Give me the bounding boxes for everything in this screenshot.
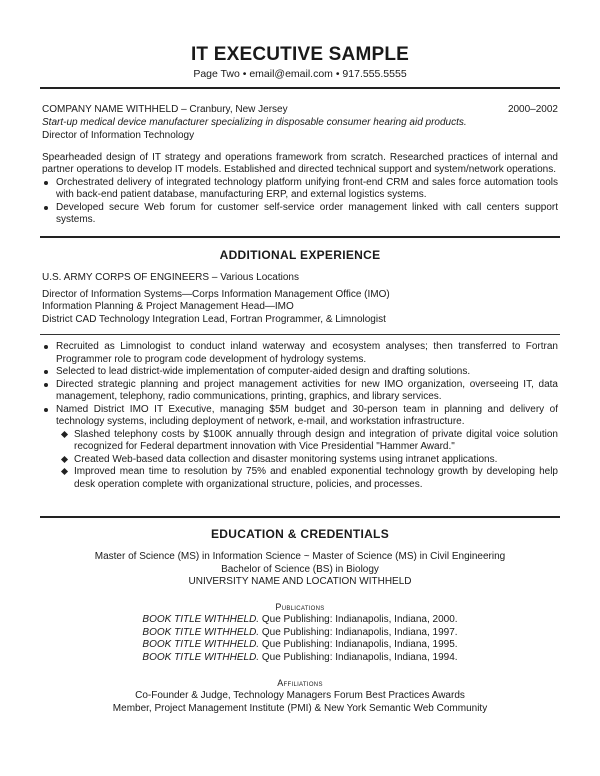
org-role: District CAD Technology Integration Lead, Fortran Programmer, & Limnologist xyxy=(42,313,386,325)
subsection-divider xyxy=(40,334,560,335)
job-company-row xyxy=(42,104,558,117)
contact-line: Page Two • email@email.com • 917.555.5555 xyxy=(193,68,407,80)
list-item: Slashed telephony costs by $100K annually through design and integration of private digital voice solution recognized for Federal department innovation with Vice Presidential "Hammer Award." xyxy=(60,429,558,454)
section-heading-education: EDUCATION & CREDENTIALS xyxy=(210,527,389,541)
degree-line: Master of Science (MS) in Information Science ~ Master of Science (MS) in Civil Engineering xyxy=(94,551,506,562)
additional-experience xyxy=(42,272,558,326)
list-item: Recruited as Limnologist to conduct inland waterway and ecosystem analyses; then transferred to Fortran Programmer role to program code development of hydrology systems. xyxy=(42,341,558,366)
list-item xyxy=(0,614,600,627)
university-name: UNIVERSITY NAME AND LOCATION WITHHELD xyxy=(188,576,412,587)
section-divider xyxy=(40,236,560,238)
list-item xyxy=(0,627,600,640)
job-description: Start-up medical device manufacturer specializing in disposable consumer hearing aid products. xyxy=(42,116,467,128)
org-role: Information Planning & Project Management Head—IMO xyxy=(42,301,294,312)
list-item xyxy=(0,652,600,665)
degree-line: Bachelor of Science (BS) in Biology xyxy=(221,563,379,575)
additional-bullets-block xyxy=(42,341,558,491)
header-divider xyxy=(40,87,560,89)
job-dates: 2000–2002 xyxy=(507,104,558,115)
list-item xyxy=(0,639,600,652)
degrees xyxy=(0,551,600,589)
affiliations-heading: Affiliations xyxy=(277,678,323,688)
additional-bullets xyxy=(42,341,558,429)
list-item: Orchestrated delivery of integrated technology platform unifying front-end CRM and sales force automation tools with back-end patient database, manufacturing ERP, and external logistics systems. xyxy=(42,177,558,202)
book-title: BOOK TITLE WITHHELD. xyxy=(142,626,260,638)
list-item: Named District IMO IT Executive, managing $5M budget and 30-person team in planning and delivery of technology systems, including deployment of network, e-mail, and workstation infrastructure. xyxy=(42,404,558,429)
list-item: Selected to lead district-wide implementation of computer-aided design and drafting solutions. xyxy=(42,366,558,379)
org-role: Director of Information Systems—Corps Information Management Office (IMO) xyxy=(42,288,390,300)
list-item: Created Web-based data collection and disaster monitoring systems using intranet applications. xyxy=(60,454,558,467)
list-item: Member, Project Management Institute (PMI) & New York Semantic Web Community xyxy=(112,702,488,714)
book-publisher: Que Publishing: Indianapolis, Indiana, 1995. xyxy=(259,639,458,650)
list-item: Directed strategic planning and project management activities for new IMO organization, overseeing IT, data management, telephony, radio communications, printing, graphics, and library services. xyxy=(42,379,558,404)
publications-list xyxy=(0,614,600,664)
book-publisher: Que Publishing: Indianapolis, Indiana, 1997. xyxy=(259,626,458,638)
job-summary: Spearheaded design of IT strategy and operations framework from scratch. Researched practices of internal and partner operations to develop IT models. Established and directed technical support and system/network operations. xyxy=(42,151,558,175)
affiliations-list xyxy=(0,690,600,715)
publications-heading: Publications xyxy=(275,602,325,612)
section-heading-additional: ADDITIONAL EXPERIENCE xyxy=(219,248,381,262)
book-title: BOOK TITLE WITHHELD. xyxy=(142,614,260,625)
additional-sub-bullets xyxy=(42,429,558,492)
book-title: BOOK TITLE WITHHELD. xyxy=(142,651,260,663)
job-role: Director of Information Technology xyxy=(42,130,195,141)
job-company: COMPANY NAME WITHHELD – Cranbury, New Jersey xyxy=(42,104,288,115)
section-divider xyxy=(40,516,560,518)
book-publisher: Que Publishing: Indianapolis, Indiana, 1994. xyxy=(259,651,458,663)
page-title: IT EXECUTIVE SAMPLE xyxy=(190,44,410,65)
job-entry xyxy=(42,104,558,227)
job-bullets xyxy=(42,177,558,227)
book-title: BOOK TITLE WITHHELD. xyxy=(142,639,260,650)
list-item: Developed secure Web forum for customer self-service order management linked with call centers support systems. xyxy=(42,202,558,227)
list-item: Improved mean time to resolution by 75% and enabled exponential technology growth by developing help desk operation complete with organizational structure, policies, and processes. xyxy=(60,466,558,491)
org-name: U.S. ARMY CORPS OF ENGINEERS – Various Locations xyxy=(42,272,299,283)
list-item: Co-Founder & Judge, Technology Managers Forum Best Practices Awards xyxy=(135,690,465,701)
book-publisher: Que Publishing: Indianapolis, Indiana, 2000. xyxy=(259,614,458,625)
